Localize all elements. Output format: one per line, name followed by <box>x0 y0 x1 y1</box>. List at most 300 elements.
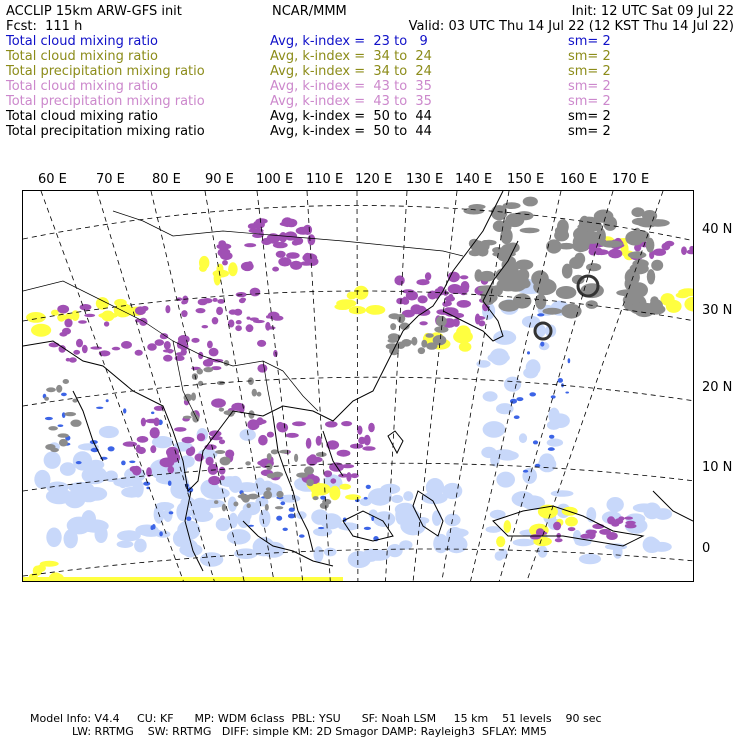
cloud-purple <box>568 527 576 531</box>
cloud-light-blue <box>483 391 498 401</box>
cloud-blue <box>58 424 64 427</box>
cloud-light-blue <box>476 360 490 368</box>
cloud-yellow <box>31 324 51 337</box>
cloud-yellow <box>217 264 224 275</box>
cloud-light-blue <box>46 488 72 504</box>
cloud-purple <box>265 322 270 331</box>
cloud-blue <box>96 407 103 409</box>
cloud-purple <box>457 300 471 308</box>
cloud-purple <box>191 338 199 343</box>
cloud-purple <box>202 298 213 303</box>
header-line-1 <box>6 4 734 19</box>
cloud-yellow <box>336 299 356 307</box>
cloud-purple <box>307 257 319 266</box>
cloud-gray <box>646 238 655 253</box>
cloud-light-blue <box>64 529 78 548</box>
cloud-light-blue <box>446 536 468 554</box>
cloud-light-blue <box>73 451 92 470</box>
valid-time: Valid: 03 UTC Thu 14 Jul 22 (12 KST Thu 14 Jul 22) <box>408 19 734 34</box>
cloud-purple <box>163 355 172 362</box>
cloud-yellow <box>666 300 682 313</box>
cloud-purple <box>418 295 428 303</box>
cloud-purple <box>90 346 102 349</box>
cloud-purple <box>694 246 695 256</box>
cloud-light-blue <box>483 421 506 438</box>
cloud-purple <box>235 325 242 331</box>
lon-tick-label: 150 E <box>507 172 545 187</box>
cloud-purple <box>212 317 219 324</box>
cloud-purple <box>267 432 274 438</box>
cloud-light-blue <box>433 534 448 553</box>
cloud-blue <box>129 461 135 464</box>
cloud-light-blue <box>513 539 535 547</box>
cloud-gray <box>401 339 411 347</box>
cloud-purple <box>246 324 254 332</box>
cloud-light-blue <box>496 472 515 488</box>
cloud-yellow <box>504 520 512 533</box>
cloud-purple <box>197 433 205 441</box>
cloud-purple <box>244 243 256 247</box>
header-line-2 <box>6 19 734 34</box>
cloud-purple <box>208 476 220 485</box>
cloud-light-blue <box>34 470 50 489</box>
cloud-gray <box>56 385 62 393</box>
cloud-yellow <box>347 292 357 300</box>
field-row <box>6 64 734 79</box>
cloud-gray <box>245 461 251 465</box>
cloud-gray <box>203 367 213 372</box>
cloud-purple <box>325 421 338 427</box>
cloud-purple <box>150 427 160 438</box>
cloud-purple <box>594 247 602 255</box>
cloud-purple <box>137 436 149 443</box>
cloud-purple <box>308 234 316 245</box>
cloud-gray <box>651 260 663 271</box>
cloud-gray <box>252 389 257 397</box>
cloud-purple <box>154 418 160 427</box>
cloud-yellow <box>459 342 472 352</box>
cloud-yellow <box>676 292 689 298</box>
cloud-purple <box>209 348 219 357</box>
cloud-purple <box>207 341 213 349</box>
cloud-purple <box>137 447 146 454</box>
field-row <box>6 79 734 94</box>
cloud-light-blue <box>579 554 601 565</box>
cloud-gray <box>59 439 68 447</box>
cloud-light-blue <box>85 487 107 501</box>
cloud-light-blue <box>201 499 225 508</box>
latitude-line <box>23 377 694 406</box>
cloud-purple <box>553 522 561 531</box>
lat-tick-label: 20 N <box>702 380 733 395</box>
cloud-light-blue <box>421 492 447 504</box>
lat-tick-label: 40 N <box>702 222 733 237</box>
cloud-gray <box>46 387 56 392</box>
cloud-blue <box>151 412 154 415</box>
cloud-light-blue <box>155 502 174 510</box>
cloud-yellow <box>40 561 59 567</box>
cloud-blue <box>123 408 126 413</box>
cloud-gray <box>45 444 55 450</box>
cloud-purple <box>165 305 170 313</box>
cloud-purple <box>150 445 156 453</box>
cloud-gray <box>535 294 546 310</box>
cloud-purple <box>250 317 259 321</box>
lon-tick-label: 100 E <box>256 172 294 187</box>
cloud-gray <box>554 229 569 241</box>
cloud-gray <box>247 503 251 508</box>
cloud-light-blue <box>607 497 624 512</box>
cloud-gray <box>418 347 425 354</box>
cloud-purple <box>625 521 635 525</box>
cloud-light-blue <box>538 457 556 473</box>
cloud-light-blue <box>504 377 521 392</box>
cloud-blue <box>537 313 544 316</box>
cloud-gray <box>561 304 581 319</box>
cloud-purple <box>555 538 563 542</box>
cloud-purple <box>272 267 279 272</box>
cloud-light-blue <box>554 415 569 427</box>
cloud-purple <box>282 217 293 227</box>
cloud-gray <box>632 259 648 268</box>
org-label: NCAR/MMM <box>272 4 347 19</box>
cloud-purple <box>121 341 132 349</box>
cloud-yellow <box>366 305 386 315</box>
cloud-gray <box>48 426 58 430</box>
cloud-purple <box>530 534 541 539</box>
cloud-light-blue <box>573 530 581 543</box>
cloud-purple <box>123 441 137 446</box>
model-info-line-1: Model Info: V4.4 CU: KF MP: WDM 6class PBL: YSU SF: Noah LSM 15 km 51 levels 90 sec <box>30 712 602 725</box>
cloud-purple <box>346 472 351 482</box>
cloud-purple <box>445 296 455 302</box>
cloud-yellow-band <box>23 577 343 582</box>
cloud-gray <box>294 454 298 462</box>
cloud-purple <box>478 320 485 326</box>
cloud-purple <box>217 299 225 304</box>
cloud-purple <box>330 478 336 483</box>
cloud-purple <box>362 446 375 451</box>
cloud-purple <box>461 281 470 292</box>
cloud-purple <box>368 423 375 433</box>
cloud-purple <box>324 470 333 477</box>
cloud-blue <box>318 527 324 529</box>
cloud-blue <box>169 511 174 514</box>
lon-tick-label: 120 E <box>355 172 393 187</box>
cloud-purple <box>189 446 195 454</box>
lon-tick-label: 160 E <box>560 172 598 187</box>
meridian-line <box>97 191 215 582</box>
field-name: Total precipitation mixing ratio <box>6 124 205 139</box>
cloud-gray <box>505 267 518 278</box>
cloud-blue <box>366 485 371 489</box>
cloud-blue <box>364 497 368 500</box>
cloud-light-blue <box>547 439 563 447</box>
cloud-purple <box>306 438 312 449</box>
lon-tick-label: 130 E <box>406 172 444 187</box>
cloud-purple <box>229 309 237 314</box>
field-k-index: Avg, k-index = 50 to 44 <box>270 109 432 124</box>
cloud-purple <box>211 398 226 407</box>
cloud-yellow <box>496 536 505 547</box>
cloud-light-blue <box>95 526 108 543</box>
cloud-gray <box>531 270 549 286</box>
cloud-blue <box>283 528 288 531</box>
field-row <box>6 94 734 109</box>
cloud-purple <box>316 436 322 446</box>
cloud-purple <box>168 466 175 474</box>
cloud-purple <box>69 357 77 362</box>
cloud-gray <box>63 379 69 384</box>
field-name: Total cloud mixing ratio <box>6 109 159 124</box>
cloud-purple <box>442 301 449 307</box>
cloud-light-blue <box>314 546 324 562</box>
cloud-purple <box>257 364 267 373</box>
cloud-light-blue <box>493 449 513 456</box>
cloud-yellow <box>339 484 351 490</box>
cloud-purple <box>139 318 147 326</box>
cloud-light-blue <box>490 348 509 365</box>
cloud-purple <box>253 220 265 229</box>
cloud-blue <box>276 516 282 521</box>
cloud-yellow <box>228 262 238 276</box>
field-name: Total precipitation mixing ratio <box>6 64 205 79</box>
cloud-gray <box>628 251 647 258</box>
cloud-purple <box>662 243 671 251</box>
cloud-purple <box>614 518 623 524</box>
field-name: Total precipitation mixing ratio <box>6 94 205 109</box>
cloud-purple <box>217 243 232 249</box>
cloud-purple <box>166 447 179 458</box>
cloud-blue <box>159 531 163 536</box>
cloud-light-blue <box>324 548 337 557</box>
cloud-gray <box>491 285 503 296</box>
cloud-blue <box>568 358 571 363</box>
lon-tick-label: 60 E <box>38 172 67 187</box>
cloud-purple <box>176 352 187 356</box>
cloud-blue <box>186 517 191 521</box>
cloud-gray <box>491 205 507 220</box>
meridian-line <box>357 191 358 582</box>
cloud-blue <box>565 392 569 394</box>
field-k-index: Avg, k-index = 34 to 24 <box>270 49 432 64</box>
cloud-yellow <box>453 330 473 344</box>
field-k-index: Avg, k-index = 50 to 44 <box>270 124 432 139</box>
cloud-light-blue <box>216 518 231 531</box>
lon-tick-label: 70 E <box>96 172 125 187</box>
cloud-gray <box>215 450 225 454</box>
cloud-blue <box>288 514 295 519</box>
cloud-purple <box>135 350 143 356</box>
cloud-gray <box>271 449 279 454</box>
field-row <box>6 124 734 139</box>
cloud-blue <box>152 524 156 529</box>
cloud-light-blue <box>99 426 119 438</box>
cloud-purple <box>73 350 80 355</box>
lat-tick-label: 0 <box>702 541 711 556</box>
cloud-gray <box>197 369 203 375</box>
cloud-purple <box>168 349 174 354</box>
cloud-gray <box>58 433 69 437</box>
cloud-gray <box>390 323 396 330</box>
cloud-blue <box>514 415 520 419</box>
cloud-purple <box>202 325 209 328</box>
cloud-gray <box>304 466 314 474</box>
cloud-gray <box>630 282 648 297</box>
cloud-gray <box>267 453 272 460</box>
field-smoothing: sm= 2 <box>568 64 611 79</box>
cloud-purple <box>278 257 291 266</box>
field-name: Total cloud mixing ratio <box>6 34 159 49</box>
cloud-purple <box>49 342 60 347</box>
cloud-purple <box>181 310 187 317</box>
cloud-gray <box>650 296 659 305</box>
field-smoothing: sm= 2 <box>568 34 611 49</box>
cloud-purple <box>196 308 206 313</box>
cloud-purple <box>341 421 352 426</box>
field-k-index: Avg, k-index = 23 to 9 <box>270 34 428 49</box>
cloud-purple <box>219 467 226 475</box>
cloud-purple <box>607 516 615 524</box>
cloud-gray <box>513 293 532 308</box>
cloud-purple <box>286 433 299 438</box>
cloud-purple <box>62 328 71 335</box>
cloud-purple <box>257 340 266 347</box>
cloud-gray <box>222 504 226 512</box>
map-canvas <box>23 191 694 582</box>
cloud-gray <box>386 343 399 349</box>
cloud-purple <box>460 275 469 279</box>
cloud-gray <box>523 197 538 207</box>
cloud-gray <box>279 450 290 454</box>
cloud-blue <box>510 399 517 404</box>
cloud-purple <box>624 517 633 520</box>
cloud-gray <box>257 392 262 397</box>
cloud-purple <box>310 457 323 463</box>
cloud-purple <box>290 261 302 270</box>
cloud-purple <box>80 304 92 310</box>
lat-tick-label: 30 N <box>702 303 733 318</box>
cloud-gray <box>263 491 272 500</box>
lon-tick-label: 90 E <box>205 172 234 187</box>
lon-tick-label: 110 E <box>306 172 344 187</box>
lon-tick-label: 140 E <box>455 172 493 187</box>
cloud-gray <box>220 457 231 466</box>
cloud-purple <box>247 261 253 267</box>
model-info-line-2: LW: RRTMG SW: RRTMG DIFF: simple KM: 2D Smagor DAMP: Rayleigh3 SFLAY: MM5 <box>72 725 547 738</box>
cloud-gray <box>272 472 283 478</box>
field-row <box>6 34 734 49</box>
cloud-blue <box>533 440 538 444</box>
cloud-gray <box>241 493 245 501</box>
cloud-purple <box>276 251 286 258</box>
cloud-blue <box>548 447 555 451</box>
cloud-purple <box>84 314 95 317</box>
field-name: Total cloud mixing ratio <box>6 49 159 64</box>
meridian-line <box>41 191 184 582</box>
cloud-light-blue <box>643 537 659 553</box>
cloud-blue <box>529 392 536 396</box>
cloud-gray <box>313 496 319 500</box>
cloud-blue <box>540 342 544 347</box>
cloud-light-blue <box>134 539 147 553</box>
cloud-light-blue <box>348 551 371 568</box>
cloud-blue <box>76 461 82 464</box>
lon-tick-label: 170 E <box>612 172 650 187</box>
cloud-purple <box>236 320 242 324</box>
cloud-gray <box>266 487 271 491</box>
cloud-light-blue <box>259 510 270 528</box>
cloud-purple <box>164 341 171 350</box>
cloud-purple <box>276 422 284 431</box>
cloud-purple <box>586 530 597 535</box>
cloud-purple <box>216 307 223 315</box>
cloud-purple <box>160 333 168 339</box>
cloud-purple <box>681 246 687 255</box>
cloud-purple <box>425 272 431 280</box>
cloud-blue <box>516 397 523 401</box>
cloud-yellow <box>311 483 331 495</box>
cloud-light-blue <box>432 510 442 526</box>
cloud-purple <box>419 321 427 325</box>
cloud-purple <box>64 319 72 328</box>
field-k-index: Avg, k-index = 43 to 35 <box>270 94 432 109</box>
cloud-light-blue <box>373 511 395 527</box>
cloud-light-blue <box>391 495 403 503</box>
field-k-index: Avg, k-index = 43 to 35 <box>270 79 432 94</box>
cloud-gray <box>70 420 81 427</box>
cloud-gray <box>579 216 590 233</box>
cloud-purple <box>178 335 190 343</box>
cloud-light-blue <box>493 330 516 345</box>
cloud-light-blue <box>239 509 252 521</box>
cloud-gray <box>316 452 327 457</box>
cloud-blue <box>143 482 150 486</box>
model-title: ACCLIP 15km ARW-GFS init <box>6 4 182 19</box>
cloud-purple <box>209 430 222 436</box>
cloud-purple <box>537 531 547 535</box>
cloud-gray <box>322 499 331 505</box>
cloud-purple <box>292 240 299 246</box>
country-border <box>263 361 273 416</box>
cloud-blue <box>371 516 374 521</box>
cloud-blue <box>45 417 53 420</box>
cloud-purple <box>147 343 157 351</box>
cloud-blue <box>280 501 285 505</box>
cloud-purple <box>255 419 267 424</box>
cloud-gray <box>219 408 224 412</box>
cloud-light-blue <box>496 403 514 414</box>
cloud-gray <box>647 269 655 284</box>
cloud-purple <box>82 345 88 354</box>
field-smoothing: sm= 2 <box>568 79 611 94</box>
field-smoothing: sm= 2 <box>568 109 611 124</box>
cloud-purple <box>78 320 87 323</box>
cloud-blue <box>527 351 530 354</box>
cloud-purple <box>268 312 280 320</box>
cloud-gray <box>191 393 196 401</box>
lon-tick-label: 80 E <box>152 172 181 187</box>
cloud-blue <box>523 470 528 473</box>
cloud-purple <box>182 296 188 305</box>
cloud-gray <box>468 204 485 210</box>
cloud-gray <box>574 253 585 266</box>
cloud-purple <box>222 260 228 265</box>
cloud-purple <box>599 529 611 535</box>
cloud-purple <box>273 350 278 357</box>
cloud-purple <box>394 275 404 285</box>
cloud-blue <box>61 393 67 397</box>
